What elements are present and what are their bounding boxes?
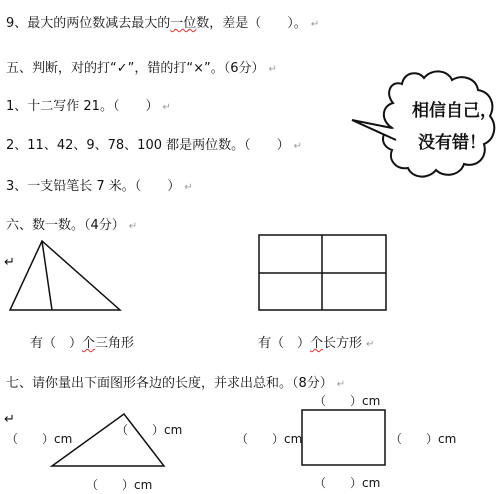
count-triangle-answer-a: 有（ ）	[30, 336, 83, 351]
count-triangle-figure	[10, 241, 120, 310]
section-6-title	[6, 214, 137, 233]
paragraph-mark: ↵	[366, 339, 375, 350]
paragraph-mark: ↵	[184, 182, 193, 193]
tri-bottom-blank: （ ）cm	[86, 478, 153, 492]
paragraph-mark: ↵	[336, 379, 346, 390]
count-rectangle-answer-a: 有（ ）	[258, 336, 311, 351]
thought-bubble	[383, 71, 494, 176]
count-rectangle-answer-b: 个	[310, 336, 324, 351]
count-triangle-answer	[30, 332, 134, 351]
rect-left-blank: （ ）cm	[236, 432, 303, 446]
question-9-text-a: 9、最大的两位数减去最大的	[6, 16, 171, 31]
paragraph-mark: ↵	[293, 141, 303, 152]
question-9-text-b: 一位	[170, 16, 197, 31]
section-6-title-text: 六、数一数。（4分）	[6, 218, 125, 233]
section-7-title-text: 七、请你量出下面图形各边的长度，并求出总和。（8分）	[6, 376, 333, 391]
bubble-text-line1: 相信自己，	[412, 101, 497, 121]
section-5-title-text: 五、判断，对的打“✓”，错的打“×”。（6分）	[6, 61, 265, 76]
judge-question-1	[6, 95, 171, 114]
paragraph-mark: ↵	[128, 221, 138, 232]
paragraph-mark: ↵	[268, 64, 277, 75]
count-triangle-answer-b: 个	[82, 336, 96, 351]
rect-right-blank: （ ）cm	[390, 432, 457, 446]
count-triangle-answer-c: 三角形	[95, 336, 135, 351]
question-9-text-c: 数，差是（ ）。	[196, 16, 307, 31]
section-7-title	[6, 372, 345, 391]
section-5-title	[6, 57, 277, 76]
rect-top-blank: （ ）cm	[314, 394, 381, 408]
tri-right-blank: （ ）cm	[116, 423, 183, 437]
judge-question-3	[6, 175, 193, 194]
paragraph-mark: ↵	[162, 102, 171, 113]
measure-rectangle-figure	[302, 410, 385, 465]
judge-question-2-text: 2、11、42、9、78、100 都是两位数。（ ）	[6, 138, 290, 153]
judge-question-2	[6, 134, 302, 153]
paragraph-mark: ↵	[4, 412, 15, 427]
judge-question-3-text: 3、一支铅笔长 7 米。（ ）	[6, 179, 181, 194]
paragraph-mark: ↵	[310, 19, 320, 30]
rect-bottom-blank: （ ）cm	[314, 476, 381, 490]
bubble-text-line2: 没有错！	[418, 133, 486, 153]
count-triangle-divider	[42, 241, 52, 310]
tri-left-blank: （ ）cm	[6, 432, 73, 446]
count-rectangle-answer-c: 长方形	[323, 336, 363, 351]
judge-question-1-text: 1、十二写作 21。（ ）	[6, 99, 159, 114]
count-rectangle-answer	[258, 332, 374, 351]
paragraph-mark: ↵	[4, 255, 15, 270]
question-9	[6, 12, 319, 31]
